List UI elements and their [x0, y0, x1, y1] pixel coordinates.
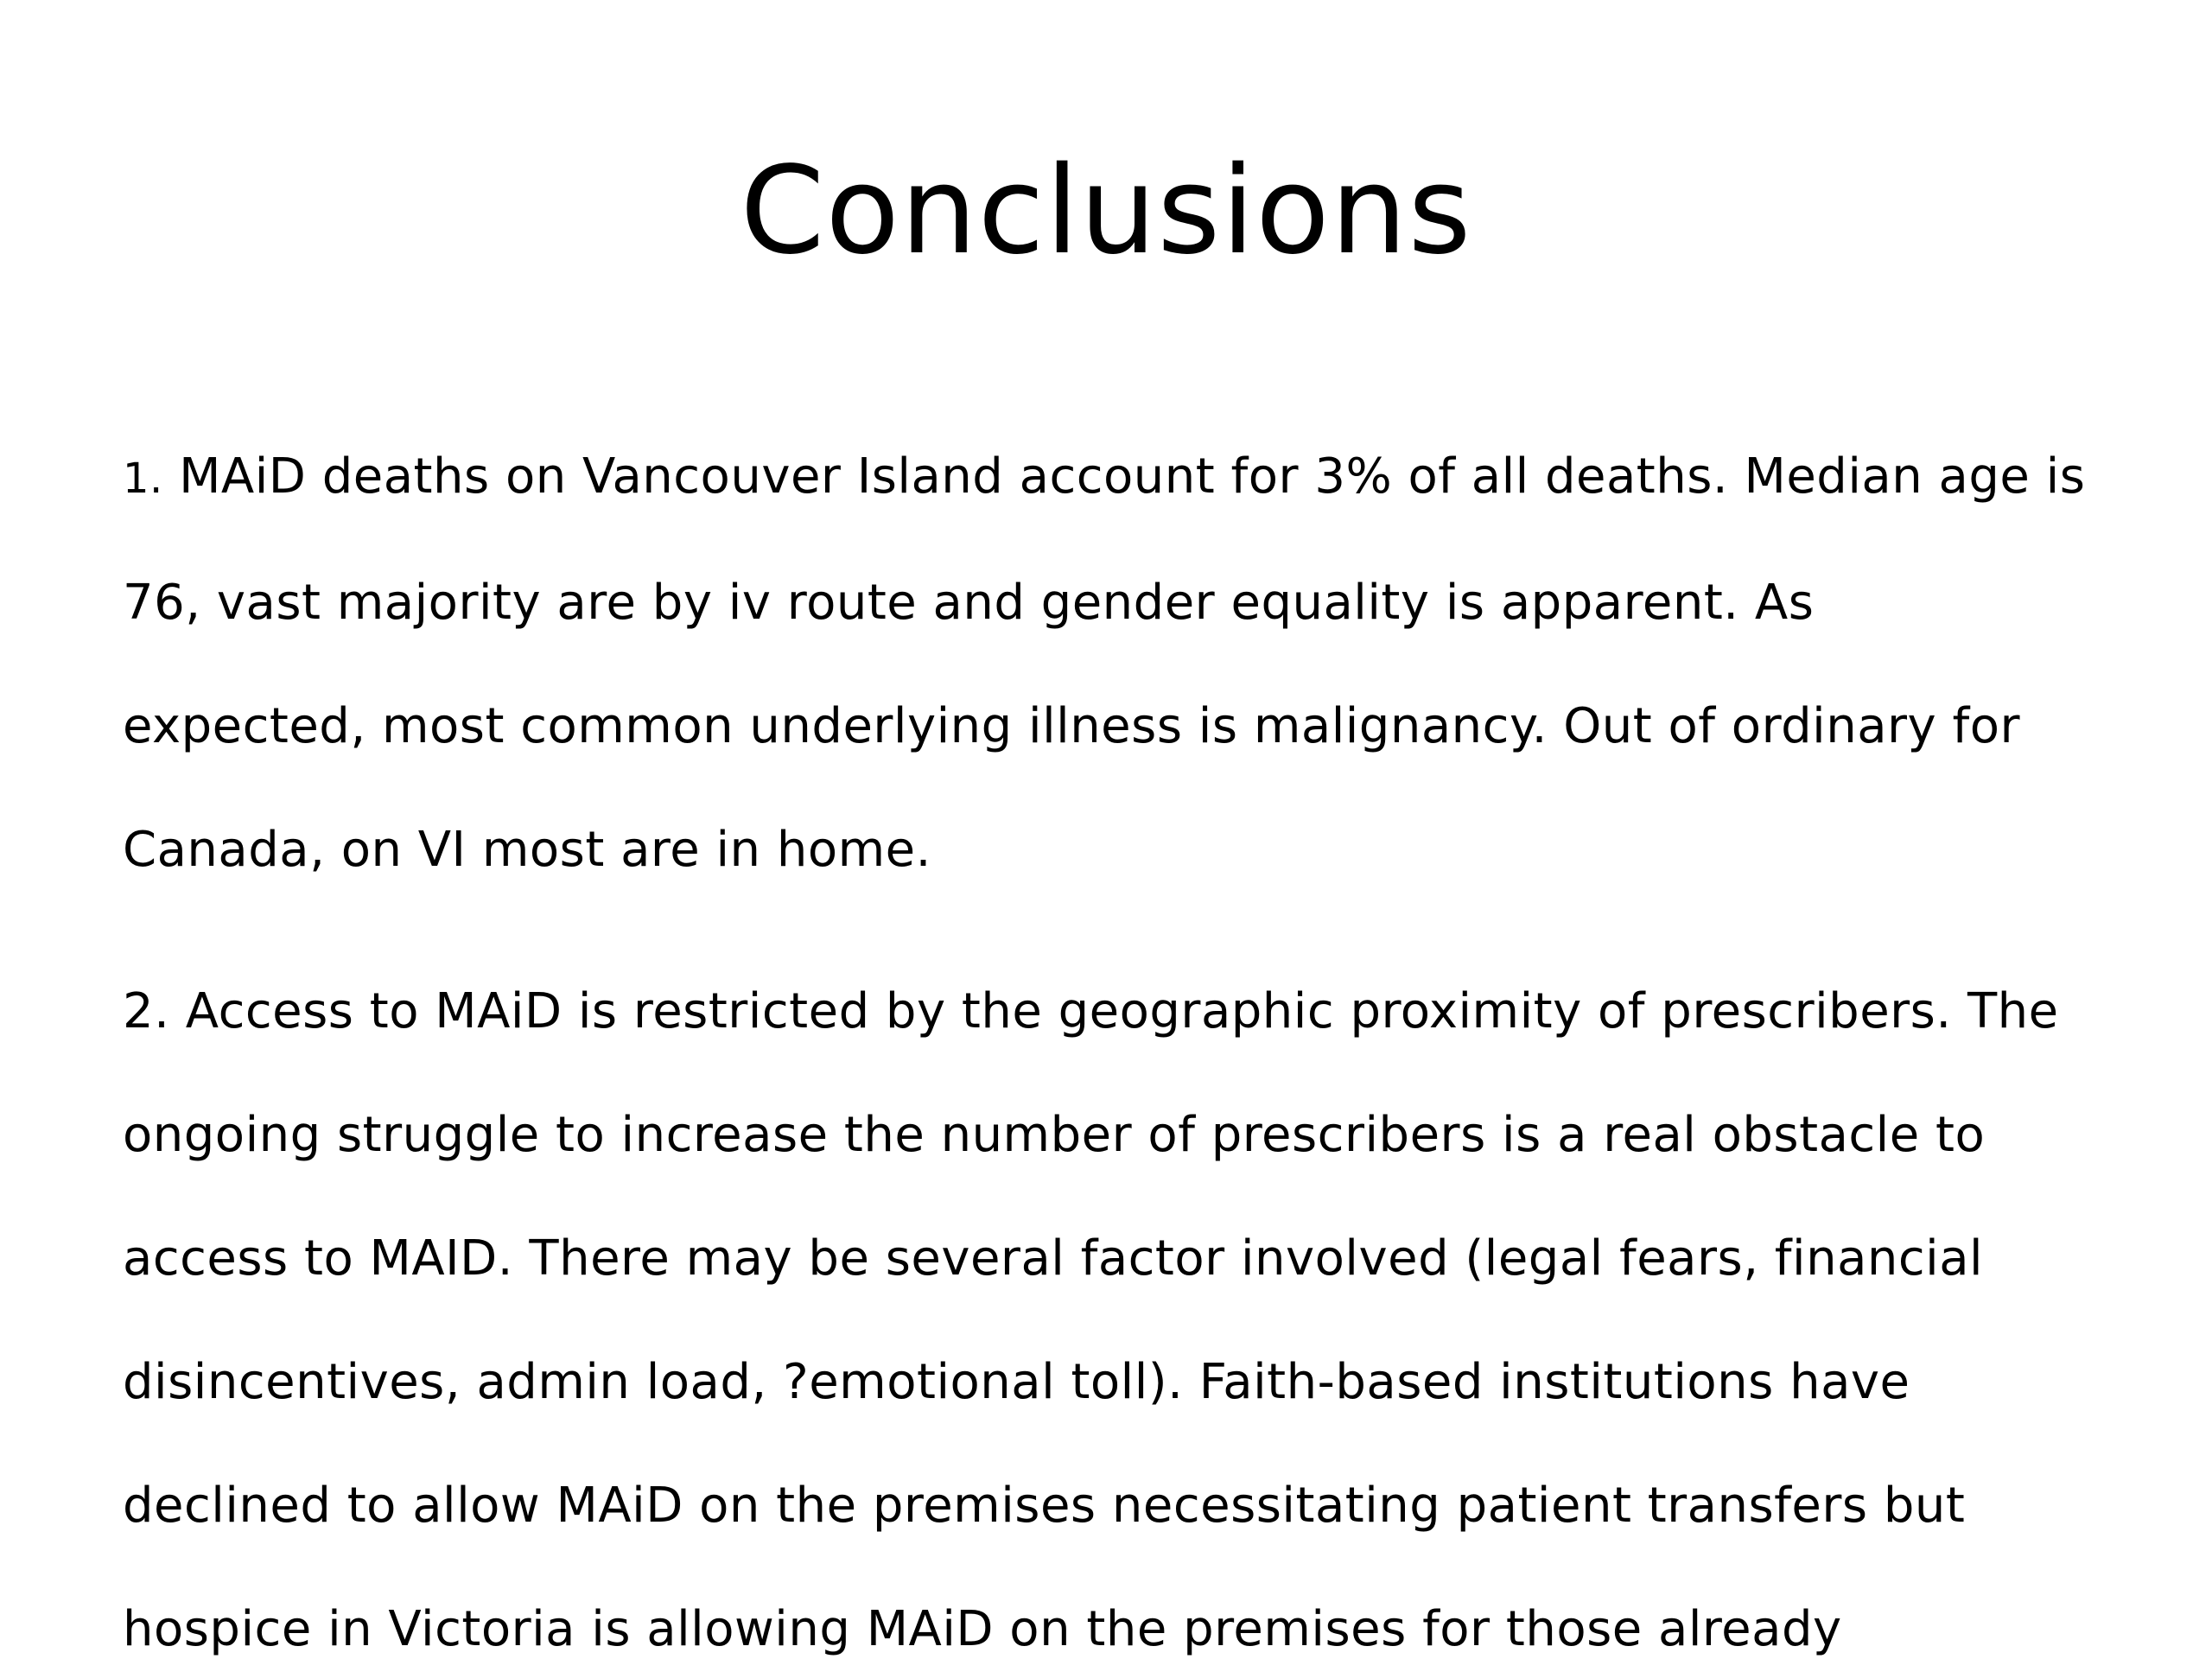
- paragraph-line: 76, vast majority are by iv route and gender equality is apparent. As: [123, 575, 1815, 631]
- paragraph-line: ongoing struggle to increase the number of prescribers is a real obstacle to: [123, 1107, 1986, 1163]
- paragraph-line: disincentives, admin load, ?emotional toll). Faith-based institutions have: [123, 1354, 1910, 1410]
- paragraph-line: declined to allow MAiD on the premises necessitating patient transfers but: [123, 1478, 1966, 1534]
- paragraph-line: Canada, on VI most are in home.: [123, 822, 931, 878]
- list-number: 2.: [123, 983, 170, 1039]
- paragraph-line: hospice in Victoria is allowing MAiD on the premises for those already: [123, 1601, 1842, 1657]
- line-text: Access to MAiD is restricted by the geographic proximity of prescribers. The: [169, 983, 2059, 1039]
- slide-title: Conclusions: [740, 141, 1472, 282]
- paragraph-line: expected, most common underlying illness is malignancy. Out of ordinary for: [123, 698, 2020, 754]
- conclusion-paragraph-2: [123, 950, 2110, 1659]
- paragraph-line: access to MAID. There may be several factor involved (legal fears, financial: [123, 1230, 1984, 1287]
- conclusion-paragraph-1: [123, 415, 2110, 912]
- slide-body: [123, 415, 2110, 1659]
- paragraph-line: [123, 950, 2110, 1073]
- paragraph-line: [123, 415, 2110, 541]
- list-number: 1.: [123, 454, 163, 503]
- line-text: MAiD deaths on Vancouver Island account for 3% of all deaths. Median age is: [162, 448, 2086, 505]
